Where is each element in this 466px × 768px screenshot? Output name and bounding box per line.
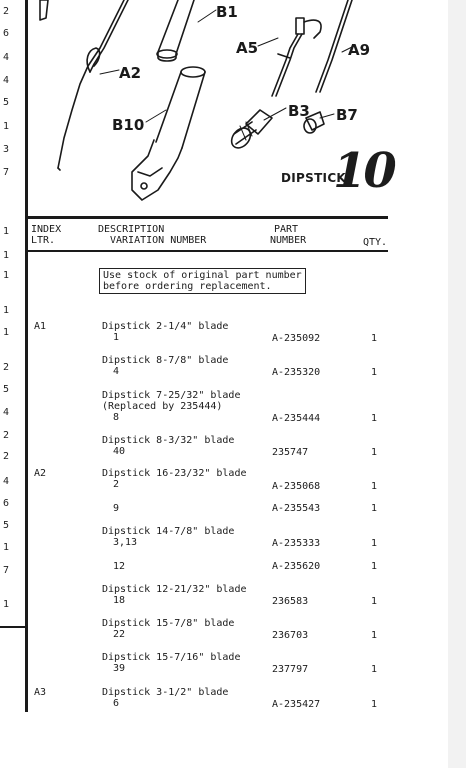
row-variation: 12 <box>113 561 126 572</box>
row-part-number: A-235092 <box>272 333 321 344</box>
note-line: Use stock of original part number <box>103 270 302 281</box>
row-part-number: A-235427 <box>272 699 321 710</box>
row-qty: 1 <box>371 413 378 424</box>
row-variation: 40 <box>113 446 126 457</box>
callout-a2: A2 <box>119 64 142 82</box>
margin-number: 4 <box>3 75 10 86</box>
margin-number: 5 <box>3 520 10 531</box>
margin-number: 1 <box>3 121 10 132</box>
col-header-index-sub: LTR. <box>31 235 56 246</box>
row-qty: 1 <box>371 333 378 344</box>
row-description: Dipstick 16-23/32" blade <box>102 468 247 479</box>
row-index: A2 <box>34 468 47 479</box>
table-top-rule <box>28 216 388 219</box>
dipstick-a5-drawing <box>272 18 321 96</box>
row-part-number: 237797 <box>272 664 309 675</box>
callout-b7: B7 <box>336 106 358 124</box>
margin-number: 4 <box>3 476 10 487</box>
col-header-description: DESCRIPTION <box>98 224 165 235</box>
margin-number: 3 <box>3 144 10 155</box>
row-qty: 1 <box>371 630 378 641</box>
row-description: Dipstick 15-7/16" blade <box>102 652 241 663</box>
dipstick-a2-drawing <box>58 0 128 170</box>
col-header-part: PART <box>274 224 299 235</box>
row-part-number: A-235320 <box>272 367 321 378</box>
row-variation: 22 <box>113 629 126 640</box>
plug-b3-drawing <box>228 110 272 152</box>
row-qty: 1 <box>371 447 378 458</box>
tube-b1-drawing <box>157 0 194 61</box>
row-description: Dipstick 14-7/8" blade <box>102 526 235 537</box>
row-part-number: 236583 <box>272 596 309 607</box>
callout-b3: B3 <box>288 102 310 120</box>
margin-number: 1 <box>3 327 10 338</box>
margin-number: 2 <box>3 362 10 373</box>
margin-number: 1 <box>3 270 10 281</box>
row-qty: 1 <box>371 664 378 675</box>
margin-number: 4 <box>3 52 10 63</box>
row-description: Dipstick 7-25/32" blade <box>102 390 241 401</box>
row-part-number: 236703 <box>272 630 309 641</box>
margin-number: 6 <box>3 498 10 509</box>
row-variation: 6 <box>113 698 120 709</box>
row-qty: 1 <box>371 699 378 710</box>
callout-a9: A9 <box>348 41 371 59</box>
col-header-variation: VARIATION NUMBER <box>110 235 207 246</box>
row-variation: 3,13 <box>113 537 138 548</box>
row-description: Dipstick 8-7/8" blade <box>102 355 229 366</box>
col-header-qty: QTY. <box>363 237 388 248</box>
callout-b10: B10 <box>112 116 145 134</box>
row-part-number: A-235444 <box>272 413 321 424</box>
row-part-number: A-235620 <box>272 561 321 572</box>
row-index: A3 <box>34 687 47 698</box>
row-index: A1 <box>34 321 47 332</box>
callout-a5: A5 <box>236 39 259 57</box>
row-variation: 1 <box>113 332 120 343</box>
row-part-number: 235747 <box>272 447 309 458</box>
row-part-number: A-235543 <box>272 503 321 514</box>
margin-number: 5 <box>3 384 10 395</box>
margin-number: 7 <box>3 167 10 178</box>
row-part-number: A-235068 <box>272 481 321 492</box>
row-description: Dipstick 12-21/32" blade <box>102 584 247 595</box>
margin-number: 1 <box>3 226 10 237</box>
margin-number: 2 <box>3 430 10 441</box>
row-qty: 1 <box>371 503 378 514</box>
row-variation: 18 <box>113 595 126 606</box>
row-description: Dipstick 15-7/8" blade <box>102 618 235 629</box>
margin-number: 7 <box>3 565 10 576</box>
viewer-right-margin <box>448 0 466 768</box>
row-description: Dipstick 8-3/32" blade <box>102 435 235 446</box>
row-qty: 1 <box>371 538 378 549</box>
row-qty: 1 <box>371 481 378 492</box>
callout-b1: B1 <box>216 3 238 21</box>
row-qty: 1 <box>371 367 378 378</box>
row-variation: 4 <box>113 366 120 377</box>
col-header-part-number: NUMBER <box>270 235 307 246</box>
row-variation: 2 <box>113 479 120 490</box>
part-stub <box>40 0 48 20</box>
note-line: before ordering replacement. <box>103 281 272 292</box>
figure-caption-word: DIPSTICK <box>281 171 347 185</box>
margin-number: 6 <box>3 28 10 39</box>
col-header-index: INDEX <box>31 224 62 235</box>
table-header-rule <box>28 250 388 252</box>
dipstick-a9-drawing <box>316 0 352 92</box>
margin-number: 4 <box>3 407 10 418</box>
row-qty: 1 <box>371 561 378 572</box>
row-variation: 9 <box>113 503 120 514</box>
row-variation: 39 <box>113 663 126 674</box>
row-variation: 8 <box>113 412 120 423</box>
row-qty: 1 <box>371 596 378 607</box>
margin-number: 1 <box>3 305 10 316</box>
row-part-number: A-235333 <box>272 538 321 549</box>
margin-number: 1 <box>3 250 10 261</box>
row-description: Dipstick 2-1/4" blade <box>102 321 229 332</box>
row-description-note: (Replaced by 235444) <box>102 401 223 412</box>
row-description: Dipstick 3-1/2" blade <box>102 687 229 698</box>
margin-number: 1 <box>3 599 10 610</box>
margin-number: 5 <box>3 97 10 108</box>
margin-rule-fragment <box>0 626 26 628</box>
replacement-note <box>99 268 306 294</box>
figure-caption-number: 10 <box>333 143 394 199</box>
margin-number: 1 <box>3 542 10 553</box>
margin-number: 2 <box>3 6 10 17</box>
margin-number: 2 <box>3 451 10 462</box>
